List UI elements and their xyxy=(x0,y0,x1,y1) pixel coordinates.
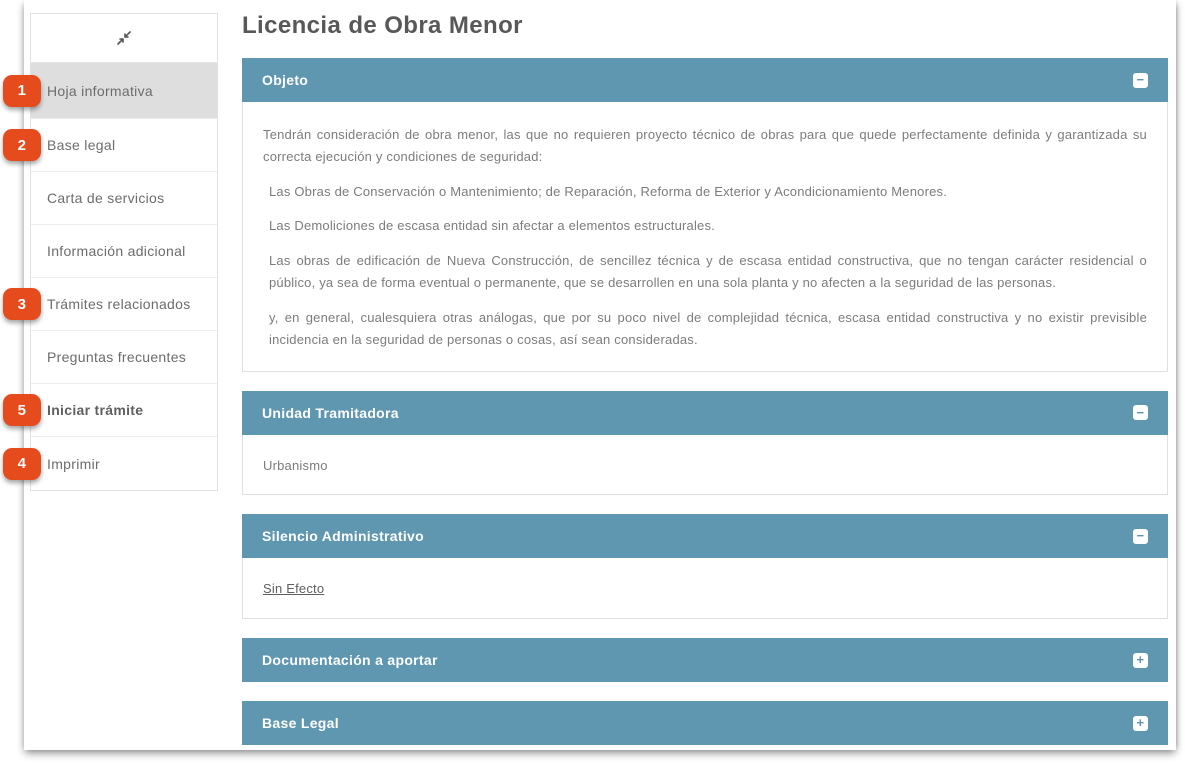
sidebar-item-label: Imprimir xyxy=(47,455,100,472)
panel-silencio-administrativo-body xyxy=(242,558,1168,619)
main-content xyxy=(242,0,1168,745)
sin-efecto-link[interactable]: Sin Efecto xyxy=(263,581,325,597)
step-badge-5: 5 xyxy=(3,394,41,426)
sidebar-collapse-button[interactable] xyxy=(31,14,217,63)
step-badge-1: 1 xyxy=(3,75,41,107)
objeto-paragraph: Las obras de edificación de Nueva Construcción, de sencillez técnica y de escasa entidad constructiva, que no tengan carácter residencial o público, ya sea de forma eventual o permanente, que se desarrollen en una sola planta y no afecten a la seguridad de las personas. xyxy=(269,253,1147,291)
sidebar xyxy=(17,13,218,491)
step-badge-3: 3 xyxy=(3,288,41,320)
sidebar-item-label: Información adicional xyxy=(47,243,186,259)
compress-icon xyxy=(116,30,132,46)
page-title: Licencia de Obra Menor xyxy=(242,12,523,39)
panel-title: Unidad Tramitadora xyxy=(262,404,399,421)
sidebar-item-carta-de-servicios[interactable] xyxy=(31,172,217,225)
panel-unidad-tramitadora-body xyxy=(242,435,1168,496)
expand-plus-icon[interactable]: + xyxy=(1133,653,1148,668)
expand-plus-icon[interactable]: + xyxy=(1133,716,1148,731)
page-container xyxy=(17,0,1176,750)
panel-title: Objeto xyxy=(262,72,309,88)
unidad-tramitadora-value: Urbanismo xyxy=(263,457,328,473)
sidebar-item-tramites-relacionados[interactable] xyxy=(17,278,217,331)
collapse-minus-icon[interactable]: − xyxy=(1133,529,1148,544)
sidebar-item-preguntas-frecuentes[interactable] xyxy=(31,331,217,384)
step-badge-4: 4 xyxy=(3,448,41,480)
panel-base-legal xyxy=(242,701,1168,745)
sidebar-item-base-legal[interactable] xyxy=(17,119,217,172)
sidebar-item-label: Iniciar trámite xyxy=(47,402,144,418)
sidebar-item-label: Preguntas frecuentes xyxy=(47,349,187,365)
sidebar-item-label: Carta de servicios xyxy=(47,190,165,206)
panel-title: Base Legal xyxy=(262,715,339,732)
sidebar-item-iniciar-tramite[interactable] xyxy=(17,384,217,437)
panel-silencio-administrativo xyxy=(242,514,1168,619)
objeto-paragraph: Tendrán consideración de obra menor, las que no requieren proyecto técnico de obras para que quede perfectamente definida y garantizada su correcta ejecución y condiciones de seguridad: xyxy=(263,127,1147,164)
panel-documentacion-a-aportar-header[interactable] xyxy=(242,638,1168,682)
sidebar-item-label: Hoja informativa xyxy=(47,82,153,99)
panel-unidad-tramitadora xyxy=(242,391,1168,496)
panel-silencio-administrativo-header[interactable] xyxy=(242,514,1168,558)
panel-objeto xyxy=(242,58,1168,372)
step-badge-2: 2 xyxy=(3,129,41,161)
panel-documentacion-a-aportar xyxy=(242,638,1168,682)
panel-unidad-tramitadora-header[interactable] xyxy=(242,391,1168,435)
sidebar-item-label: Base legal xyxy=(47,137,116,153)
panel-objeto-header[interactable] xyxy=(242,58,1168,102)
sidebar-item-hoja-informativa[interactable] xyxy=(17,63,217,119)
panel-base-legal-header[interactable] xyxy=(242,701,1168,745)
sidebar-item-label: Trámites relacionados xyxy=(47,296,191,312)
panel-title: Documentación a aportar xyxy=(262,652,438,669)
objeto-paragraph: Las Demoliciones de escasa entidad sin afectar a elementos estructurales. xyxy=(269,218,715,234)
sidebar-item-informacion-adicional[interactable] xyxy=(31,225,217,278)
panel-title: Silencio Administrativo xyxy=(262,528,424,545)
objeto-paragraph: Las Obras de Conservación o Mantenimiento; de Reparación, Reforma de Exterior y Acondicionamiento Menores. xyxy=(269,183,948,199)
panel-objeto-body xyxy=(242,102,1168,372)
collapse-minus-icon[interactable]: − xyxy=(1133,405,1148,420)
sidebar-item-imprimir[interactable] xyxy=(17,437,217,490)
collapse-minus-icon[interactable]: − xyxy=(1133,73,1148,88)
objeto-paragraph: y, en general, cualesquiera otras análogas, que por su poco nivel de complejidad técnica, escasa entidad constructiva y no existir previsible incidencia en la seguridad de personas o cosas, así sean consideradas. xyxy=(269,309,1147,347)
